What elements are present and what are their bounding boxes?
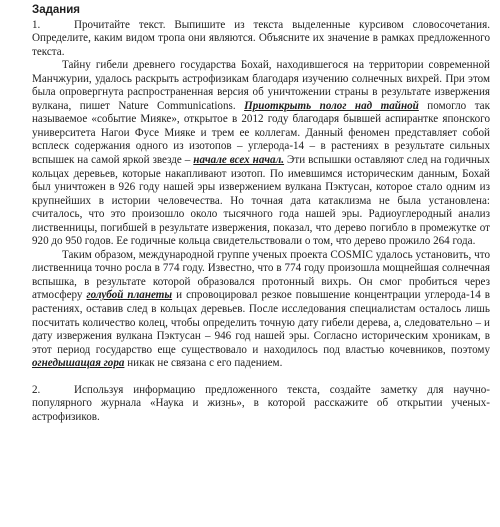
task-2	[32, 384, 490, 425]
highlight-phrase: начале всех начал.	[193, 154, 285, 167]
heading: Задания	[32, 4, 81, 16]
task-1-number: 1.	[32, 18, 41, 31]
highlight-phrase: Приоткрыть полог над тайной	[244, 99, 419, 112]
task-1-text: Прочитайте текст. Выпишите из текста выделенные курсивом словосочетания. Определите, каким видом тропа они являются. Объясните их значение в рамках предложенного текста.	[32, 18, 490, 58]
p1-text: помогло так называемое «событие Мияке», открытое в 2012 году благодаря бывшей аспирантке японского университета Нагои Фусе Мияке и трем ее коллегам. Данный феномен представляет собой всплеск содержания одного из изотопов – углерода-14 – в растениях в результате сильных вспышек на самой яркой звезде –	[32, 99, 490, 167]
spacer	[32, 371, 490, 384]
p2-text: никак не связана с его падением.	[124, 357, 283, 370]
paragraph-2	[32, 249, 490, 371]
p1-text: Тайну гибели древнего государства Бохай, находившегося на территории современной Манчжурии, удалось раскрыть астрофизикам благодаря изучению солнечных вихрей. При этом была опровергнута распространенная версия об уничтожении страны в результате извержения вулкана, пишет Nature Communications.	[32, 59, 490, 112]
highlight-phrase: огнедышащая гора	[32, 357, 125, 370]
task-2-number: 2.	[32, 383, 41, 396]
p2-text: и спровоцировал резкое повышение концентрации углерода-14 в растениях, оставив след в кольцах деревьев. После исследования специалистам осталось лишь посчитать количество колец, чтобы определить точную дату гибели дерева, а, следовательно – и дату извержения вулкана Пэктусан – 946 год нашей эры. Согласно историческим хроникам, в этот период государство еще существовало и находилось под властью кочевников, поэтому	[32, 289, 491, 356]
p1-text: Эти вспышки оставляют след на годичных кольцах деревьев, которые накапливают изотоп. По имевшимся историческим данным, Бохай был уничтожен в 926 году нашей эры извержением вулкана Пэктусан, которое стало одним из крупнейших в истории человечества. Но точная дата катаклизма не была установлена: считалось, что это произошло около тысячного года нашей эры. Радиоуглеродный анализ лиственницы, погибшей в результате извержения, показал, что дерево погибло в промежутке от 920 до 950 годов. Ее годичные кольца свидетельствовали о том, что дерево прожило 264 года.	[32, 154, 490, 248]
highlight-phrase: голубой планеты	[86, 289, 173, 302]
task-1	[32, 19, 490, 60]
p2-text: Таким образом, международной группе ученых проекта COSMIC удалось установить, что лиственница точно росла в 774 году. Известно, что в 774 году произошла мощнейшая солнечная вспышка, в результате которой образовался протонный вихрь. Он смог пробиться через атмосферу	[32, 248, 490, 302]
task-2-text: Используя информацию предложенного текста, создайте заметку для научно- популярного журнала «Наука и жизнь», в которой расскажите об открытии ученых- астрофизиков.	[32, 383, 490, 423]
paragraph-1	[32, 59, 490, 249]
